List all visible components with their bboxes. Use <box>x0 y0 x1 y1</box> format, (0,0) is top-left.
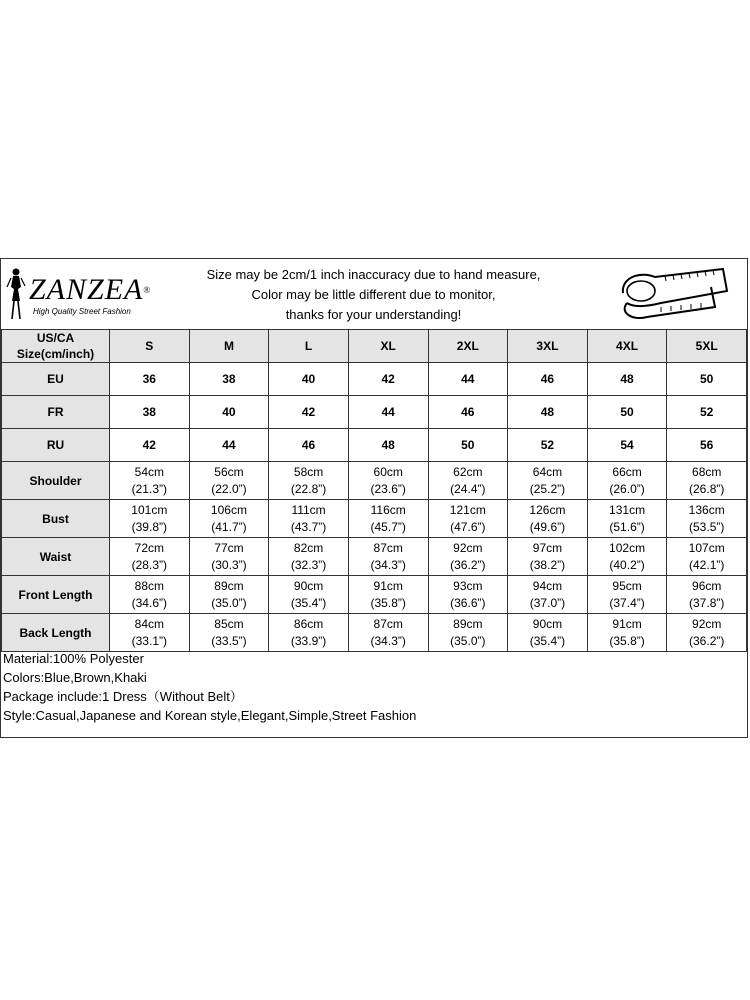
cell-cm: 91cm <box>373 578 403 593</box>
table-cell: 38 <box>189 363 269 396</box>
table-cell <box>348 462 428 500</box>
table-cell: 40 <box>269 363 349 396</box>
table-cell: 46 <box>428 396 508 429</box>
size-header: L <box>269 330 349 363</box>
measuring-tape-icon <box>611 263 731 325</box>
table-cell <box>587 538 667 576</box>
cell-inch: (28.3”) <box>131 557 167 572</box>
cell-cm: 97cm <box>532 540 563 555</box>
table-cell: 54 <box>587 429 667 462</box>
cell-cm: 88cm <box>134 578 164 593</box>
cell-cm: 101cm <box>131 502 168 517</box>
notice-line: thanks for your understanding! <box>285 307 462 322</box>
table-row <box>2 500 747 538</box>
table-cell: 52 <box>667 396 747 429</box>
cell-inch: (33.9”) <box>290 633 327 648</box>
cell-inch: (42.1”) <box>689 557 725 572</box>
table-cell: 50 <box>428 429 508 462</box>
table-cell <box>508 500 588 538</box>
size-header: XL <box>348 330 428 363</box>
table-cell <box>110 576 190 614</box>
table-cell <box>428 462 508 500</box>
info-material: Material:100% Polyester <box>3 651 144 666</box>
cell-cm: 131cm <box>609 502 646 517</box>
cell-inch: (25.2”) <box>529 481 566 496</box>
cell-cm: 60cm <box>373 464 403 479</box>
cell-inch: (47.6”) <box>450 519 486 534</box>
cell-inch: (35.8”) <box>609 633 645 648</box>
row-label: Bust <box>2 500 110 538</box>
cell-cm: 136cm <box>688 502 725 517</box>
size-chart-sheet <box>0 258 748 738</box>
product-info <box>3 649 416 725</box>
size-header: S <box>110 330 190 363</box>
size-header-row <box>2 330 747 363</box>
cell-cm: 82cm <box>293 540 324 555</box>
cell-cm: 87cm <box>373 540 403 555</box>
cell-cm: 106cm <box>210 502 247 517</box>
table-cell <box>508 576 588 614</box>
table-row <box>2 462 747 500</box>
size-table <box>1 329 747 652</box>
table-cell: 52 <box>508 429 588 462</box>
table-cell: 42 <box>110 429 190 462</box>
table-cell: 42 <box>348 363 428 396</box>
table-cell: 46 <box>269 429 349 462</box>
table-cell: 50 <box>587 396 667 429</box>
cell-cm: 91cm <box>612 616 642 631</box>
cell-inch: (34.3”) <box>370 557 406 572</box>
corner-label-line: US/CA <box>36 331 75 345</box>
cell-cm: 126cm <box>529 502 566 517</box>
table-cell <box>508 614 588 652</box>
table-cell <box>348 614 428 652</box>
row-label: FR <box>2 396 110 429</box>
cell-inch: (22.8”) <box>290 481 327 496</box>
table-row <box>2 396 747 429</box>
cell-cm: 111cm <box>291 502 326 517</box>
table-cell <box>189 500 269 538</box>
table-cell: 50 <box>667 363 747 396</box>
cell-cm: 72cm <box>134 540 164 555</box>
corner-label <box>2 330 110 363</box>
table-row <box>2 538 747 576</box>
cell-inch: (41.7”) <box>211 519 247 534</box>
cell-inch: (24.4”) <box>450 481 486 496</box>
row-label: Front Length <box>2 576 110 614</box>
table-cell <box>667 538 747 576</box>
cell-cm: 95cm <box>612 578 642 593</box>
cell-cm: 84cm <box>134 616 164 631</box>
table-cell <box>269 538 349 576</box>
model-silhouette-icon <box>5 267 27 321</box>
table-cell <box>189 538 269 576</box>
cell-cm: 56cm <box>214 464 244 479</box>
cell-inch: (33.1”) <box>131 633 167 648</box>
table-cell: 44 <box>428 363 508 396</box>
table-cell <box>508 538 588 576</box>
table-cell: 40 <box>189 396 269 429</box>
cell-inch: (34.3”) <box>370 633 406 648</box>
row-label: EU <box>2 363 110 396</box>
cell-inch: (26.0”) <box>609 481 645 496</box>
cell-inch: (37.0”) <box>529 595 566 610</box>
size-header: 4XL <box>587 330 667 363</box>
table-cell <box>667 462 747 500</box>
table-cell <box>667 500 747 538</box>
cell-inch: (37.4”) <box>609 595 645 610</box>
table-cell: 42 <box>269 396 349 429</box>
corner-label-line: Size(cm/inch) <box>16 347 95 361</box>
cell-cm: 66cm <box>612 464 642 479</box>
cell-cm: 93cm <box>453 578 483 593</box>
table-cell <box>269 462 349 500</box>
cell-cm: 92cm <box>453 540 483 555</box>
table-cell: 38 <box>110 396 190 429</box>
cell-cm: 86cm <box>293 616 324 631</box>
cell-inch: (36.2”) <box>450 557 486 572</box>
cell-cm: 87cm <box>373 616 403 631</box>
cell-cm: 64cm <box>532 464 563 479</box>
cell-inch: (35.4”) <box>529 633 566 648</box>
table-row <box>2 429 747 462</box>
cell-inch: (34.6”) <box>131 595 167 610</box>
cell-cm: 121cm <box>449 502 486 517</box>
cell-inch: (35.0”) <box>211 595 247 610</box>
table-cell: 44 <box>189 429 269 462</box>
cell-inch: (37.8”) <box>689 595 725 610</box>
table-cell: 46 <box>508 363 588 396</box>
notice-line: Size may be 2cm/1 inch inaccuracy due to hand measure, <box>206 267 541 282</box>
brand-name: ZANZEA® <box>29 273 152 306</box>
cell-inch: (26.8”) <box>689 481 725 496</box>
table-row <box>2 576 747 614</box>
table-cell <box>428 500 508 538</box>
table-cell: 48 <box>587 363 667 396</box>
cell-cm: 90cm <box>293 578 324 593</box>
table-cell <box>189 462 269 500</box>
size-header: 3XL <box>508 330 588 363</box>
cell-cm: 54cm <box>134 464 164 479</box>
size-header: 5XL <box>667 330 747 363</box>
table-cell <box>667 576 747 614</box>
cell-inch: (53.5”) <box>689 519 725 534</box>
cell-inch: (45.7”) <box>370 519 406 534</box>
table-cell <box>110 500 190 538</box>
cell-cm: 68cm <box>692 464 722 479</box>
cell-inch: (39.8”) <box>131 519 167 534</box>
cell-inch: (21.3”) <box>131 481 167 496</box>
cell-inch: (22.0”) <box>211 481 247 496</box>
cell-inch: (40.2”) <box>609 557 645 572</box>
table-cell <box>348 576 428 614</box>
table-cell: 56 <box>667 429 747 462</box>
accuracy-notice <box>171 265 576 325</box>
table-cell <box>110 538 190 576</box>
chart-header <box>1 259 747 330</box>
cell-cm: 89cm <box>214 578 244 593</box>
table-cell <box>667 614 747 652</box>
table-cell <box>189 614 269 652</box>
cell-cm: 92cm <box>692 616 722 631</box>
table-cell: 44 <box>348 396 428 429</box>
info-package: Package include:1 Dress（Without Belt） <box>3 689 243 704</box>
table-cell <box>110 462 190 500</box>
cell-cm: 96cm <box>692 578 722 593</box>
cell-cm: 62cm <box>453 464 483 479</box>
row-label: Waist <box>2 538 110 576</box>
cell-cm: 102cm <box>609 540 646 555</box>
cell-inch: (33.5”) <box>211 633 247 648</box>
cell-inch: (35.0”) <box>450 633 486 648</box>
cell-inch: (49.6”) <box>529 519 566 534</box>
table-cell <box>508 462 588 500</box>
info-style: Style:Casual,Japanese and Korean style,Elegant,Simple,Street Fashion <box>3 708 417 723</box>
table-cell <box>348 538 428 576</box>
row-label: Back Length <box>2 614 110 652</box>
table-cell <box>587 614 667 652</box>
table-cell <box>428 614 508 652</box>
table-cell <box>587 462 667 500</box>
cell-inch: (30.3”) <box>211 557 247 572</box>
cell-cm: 89cm <box>453 616 483 631</box>
table-cell <box>110 614 190 652</box>
cell-inch: (36.6”) <box>450 595 486 610</box>
table-cell: 36 <box>110 363 190 396</box>
cell-cm: 107cm <box>688 540 725 555</box>
cell-inch: (51.6”) <box>609 519 645 534</box>
cell-inch: (35.4”) <box>290 595 327 610</box>
table-cell <box>269 614 349 652</box>
info-colors: Colors:Blue,Brown,Khaki <box>3 670 147 685</box>
table-cell <box>428 576 508 614</box>
cell-inch: (35.8”) <box>370 595 406 610</box>
cell-cm: 85cm <box>214 616 244 631</box>
cell-cm: 116cm <box>370 502 406 517</box>
table-cell <box>587 576 667 614</box>
cell-cm: 90cm <box>532 616 563 631</box>
brand-logo <box>5 267 165 323</box>
table-cell <box>348 500 428 538</box>
cell-inch: (38.2”) <box>529 557 566 572</box>
cell-inch: (23.6”) <box>370 481 406 496</box>
notice-line: Color may be little different due to monitor, <box>251 287 496 302</box>
row-label: RU <box>2 429 110 462</box>
cell-inch: (36.2”) <box>689 633 725 648</box>
cell-cm: 94cm <box>532 578 563 593</box>
brand-tagline: High Quality Street Fashion <box>33 307 131 316</box>
table-cell: 48 <box>508 396 588 429</box>
table-cell <box>428 538 508 576</box>
table-cell <box>269 500 349 538</box>
cell-inch: (32.3”) <box>290 557 327 572</box>
size-header: 2XL <box>428 330 508 363</box>
table-cell <box>269 576 349 614</box>
table-row <box>2 614 747 652</box>
table-row <box>2 363 747 396</box>
row-label: Shoulder <box>2 462 110 500</box>
cell-cm: 58cm <box>293 464 324 479</box>
size-header: M <box>189 330 269 363</box>
table-cell <box>587 500 667 538</box>
cell-inch: (43.7”) <box>290 519 327 534</box>
table-cell: 48 <box>348 429 428 462</box>
table-cell <box>189 576 269 614</box>
cell-cm: 77cm <box>214 540 244 555</box>
